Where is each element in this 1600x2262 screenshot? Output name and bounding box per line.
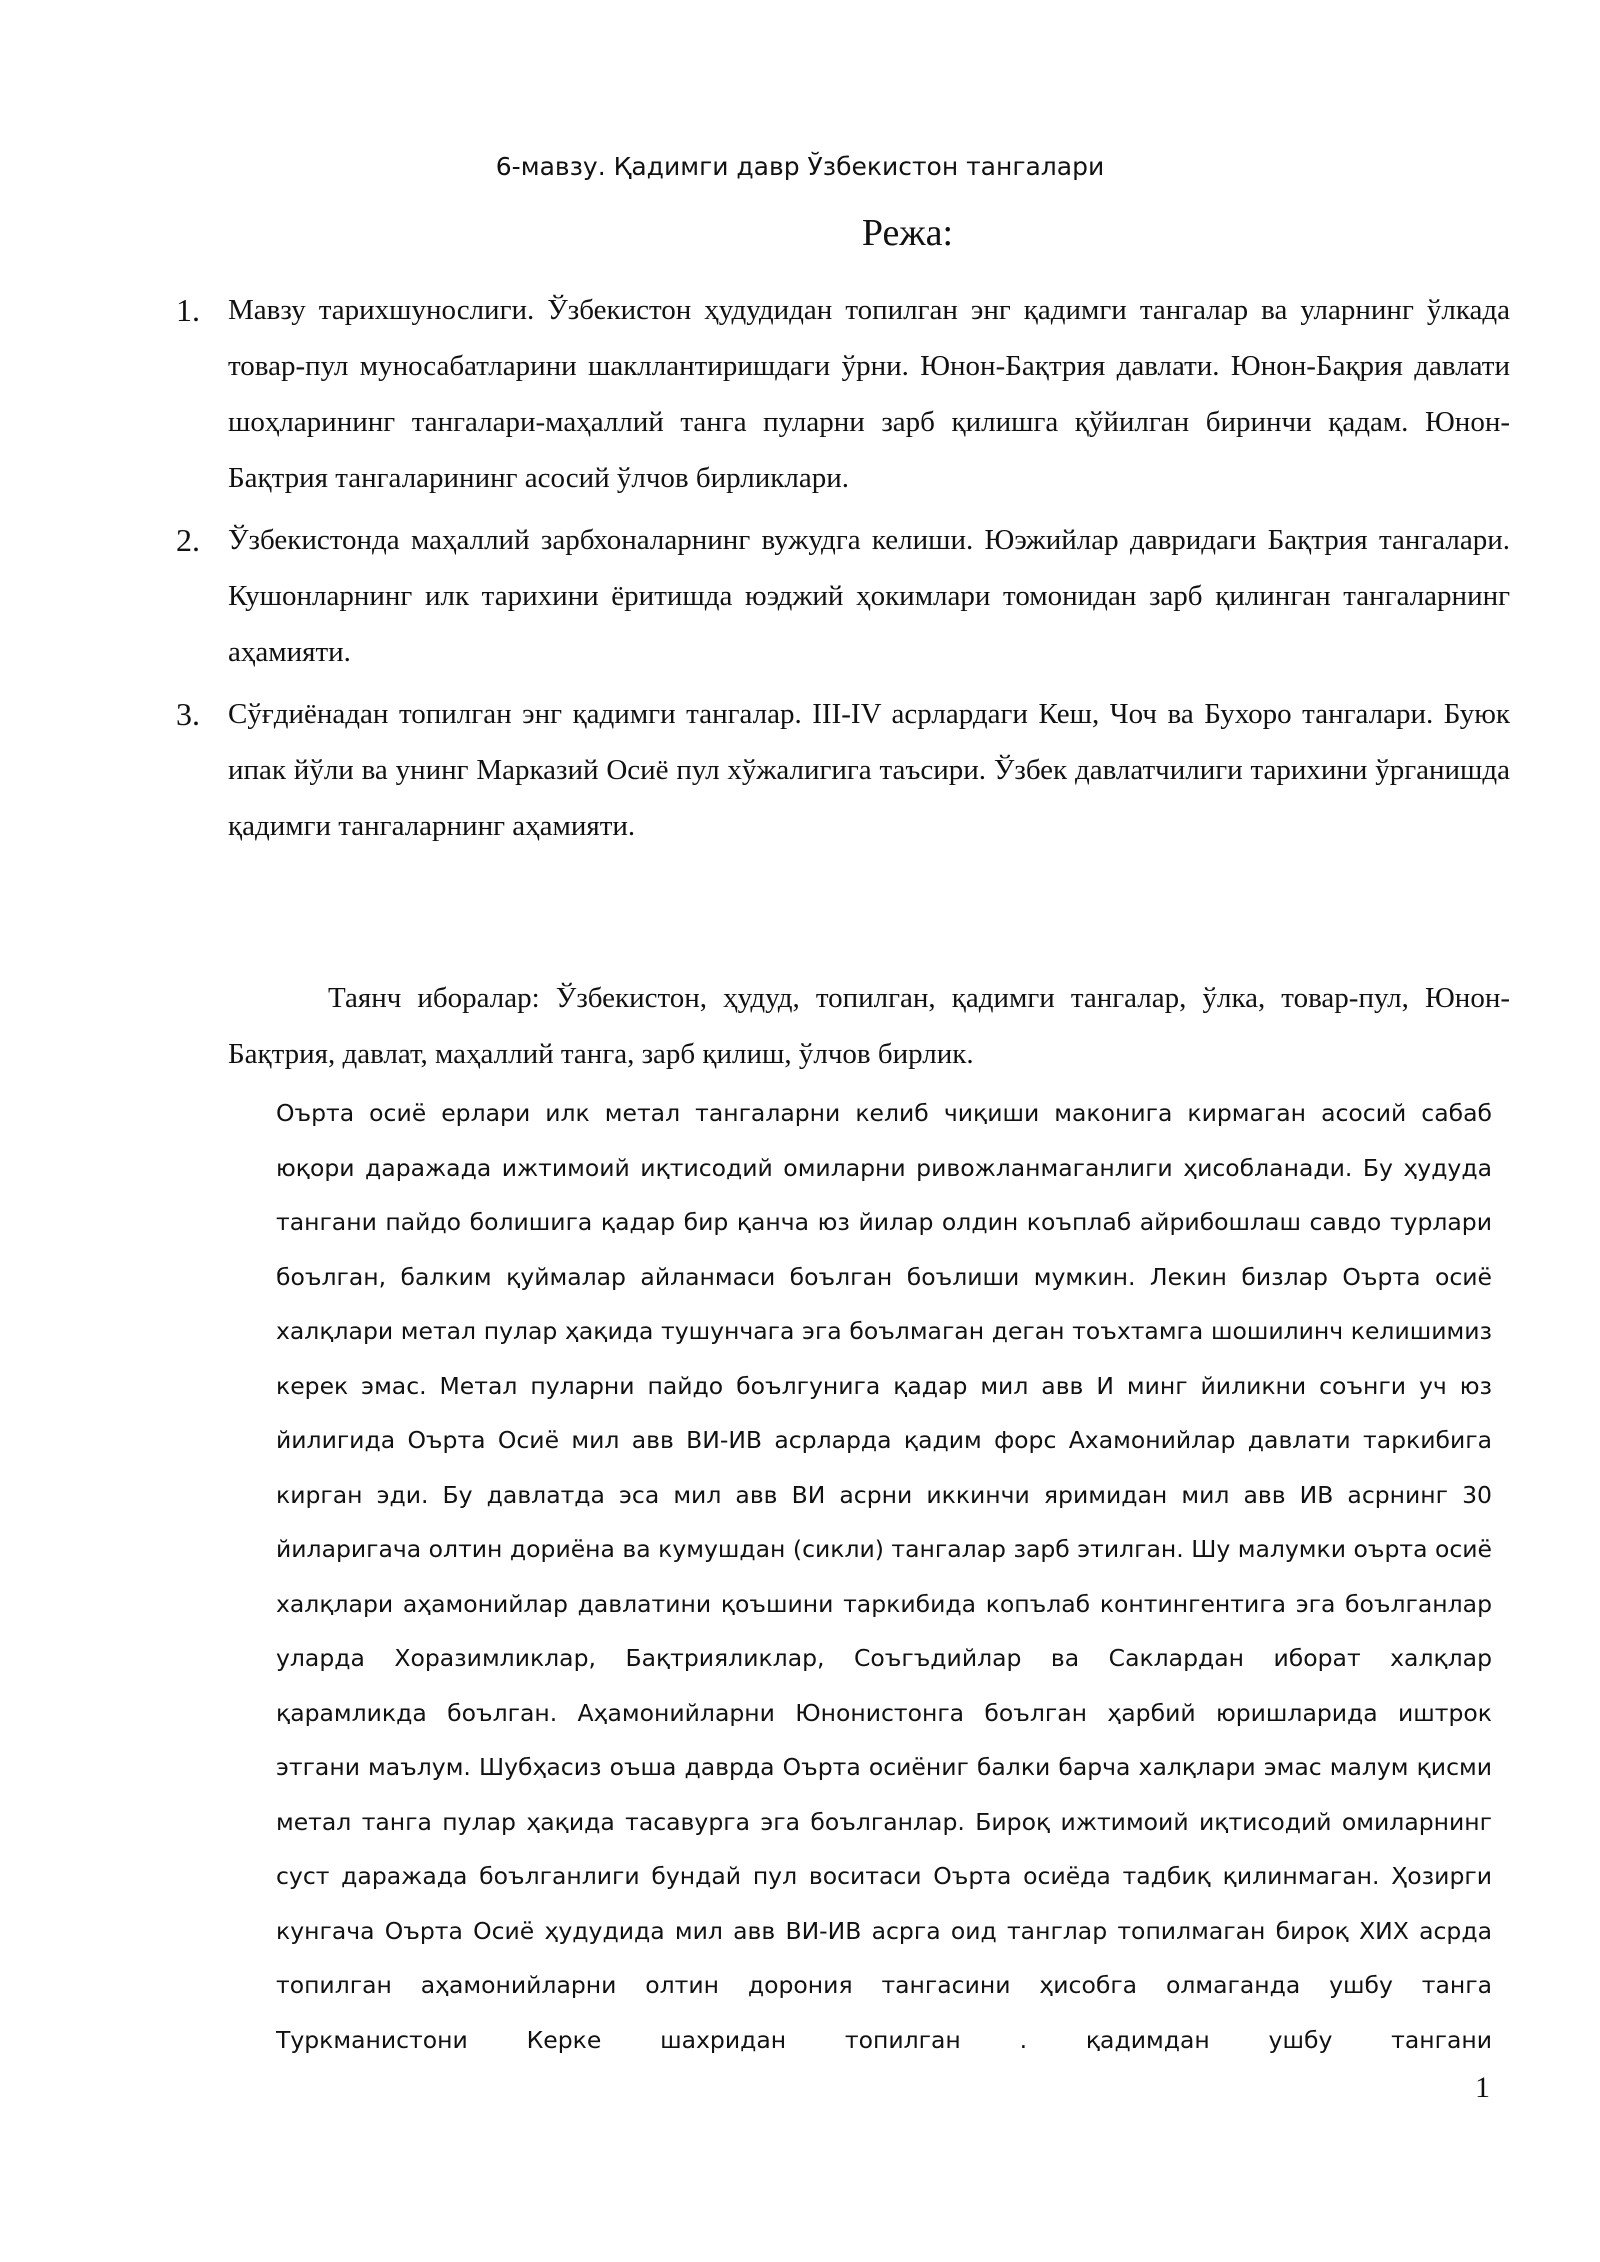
plan-item — [170, 282, 1510, 506]
plan-item-text: Ўзбекистонда маҳаллий зарбхоналарнинг вужудга келиши. Юэжийлар давридаги Бақтрия тангалари. Кушонларнинг илк тарихини ёритишда юэджий ҳокимлари томонидан зарб қилинган тангаларнинг аҳамияти. — [228, 524, 1510, 668]
plan-item-number: 2. — [176, 522, 200, 558]
keywords-paragraph: Таянч иборалар: Ўзбекистон, ҳудуд, топилган, қадимги тангалар, ўлка, товар-пул, Юнон-Бақтрия, давлат, маҳаллий танга, зарб қилиш, ўлчов бирлик. — [228, 982, 1510, 1070]
plan-item — [170, 686, 1510, 854]
plan-list — [170, 282, 1510, 860]
plan-item — [170, 512, 1510, 680]
plan-item-text: Сўғдиёнадан топилган энг қадимги тангалар. III-IV асрлардаги Кеш, Чоч ва Бухоро тангалари. Буюк ипак йўли ва унинг Марказий Осиё пул хўжалигига таъсири. Ўзбек давлатчилиги тарихини ўрганишда қадимги тангаларнинг аҳамияти. — [228, 698, 1510, 842]
topic-title: 6-мавзу. Қадимги давр Ўзбекистон тангалари — [495, 152, 1105, 181]
body-paragraph: Оърта осиё ерлари илк метал тангаларни келиб чиқиши маконига кирмаган асосий сабаб юқори даражада ижтимоий иқтисодий омиларни ривожланмаганлиги ҳисобланади. Бу ҳудуда тангани пайдо болишига қадар бир қанча юз йилар олдин коъплаб айрибошлаш савдо турлари боълган, балким қуймалар айланмаси боълган боълиши мумкин. Лекин бизлар Оърта осиё халқлари метал пулар ҳақида тушунчага эга боълмаган деган тоъхтамга шошилинч келишимиз керек эмас. Метал пуларни пайдо боългунига қадар мил авв И минг йиликни соънги уч юз йилигида Оърта Осиё мил авв ВИ-ИВ асрларда қадим форс Ахамонийлар давлати таркибига кирган эди. Бу давлатда эса мил авв ВИ асрни иккинчи яримидан мил авв ИВ асрнинг 30 йиларигача олтин дориёна ва кумушдан (сикли) тангалар зарб этилган. Шу малумки оърта осиё халқлари аҳамонийлар давлатини қоъшини таркибида копълаб контингентига эга боълганлар уларда Хоразимликлар, Бақтрияликлар, Соъгъдийлар ва Саклардан иборат халқлар қарамликда боълган. Аҳамонийларни Юнонистонга боълган ҳарбий юришларида иштрок этгани маълум. Шубҳасиз оъша даврда Оърта осиёниг балки барча халқлари эмас малум қисми метал танга пулар ҳақида тасавурга эга боълганлар. Бироқ ижтимоий иқтисодий омиларнинг суст даражада боълганлиги бундай пул воситаси Оърта осиёда тадбиқ қилинмаган. Ҳозирги кунгача Оърта Осиё ҳудудида мил авв ВИ-ИВ асрга оид танглар топилмаган бироқ ХИХ асрда топилган аҳамонийларни олтин дорония тангасини ҳисобга олмаганда ушбу танга Туркманистони Керке шахридан топилган . қадимдан ушбу тангани — [276, 1099, 1492, 2054]
plan-heading: Режа: — [861, 212, 954, 254]
plan-item-number: 3. — [176, 696, 200, 732]
plan-item-number: 1. — [176, 292, 200, 328]
plan-item-text: Мавзу тарихшунослиги. Ўзбекистон ҳудудидан топилган энг қадимги тангалар ва уларнинг ўлкада товар-пул муносабатларини шакллантиришдаги ўрни. Юнон-Бақтрия давлати. Юнон-Бақрия давлати шоҳларининг тангалари-маҳаллий танга пуларни зарб қилишга қўйилган биринчи қадам. Юнон-Бақтрия тангаларининг асосий ўлчов бирликлари. — [228, 294, 1510, 494]
page-number: 1 — [1475, 2071, 1490, 2104]
